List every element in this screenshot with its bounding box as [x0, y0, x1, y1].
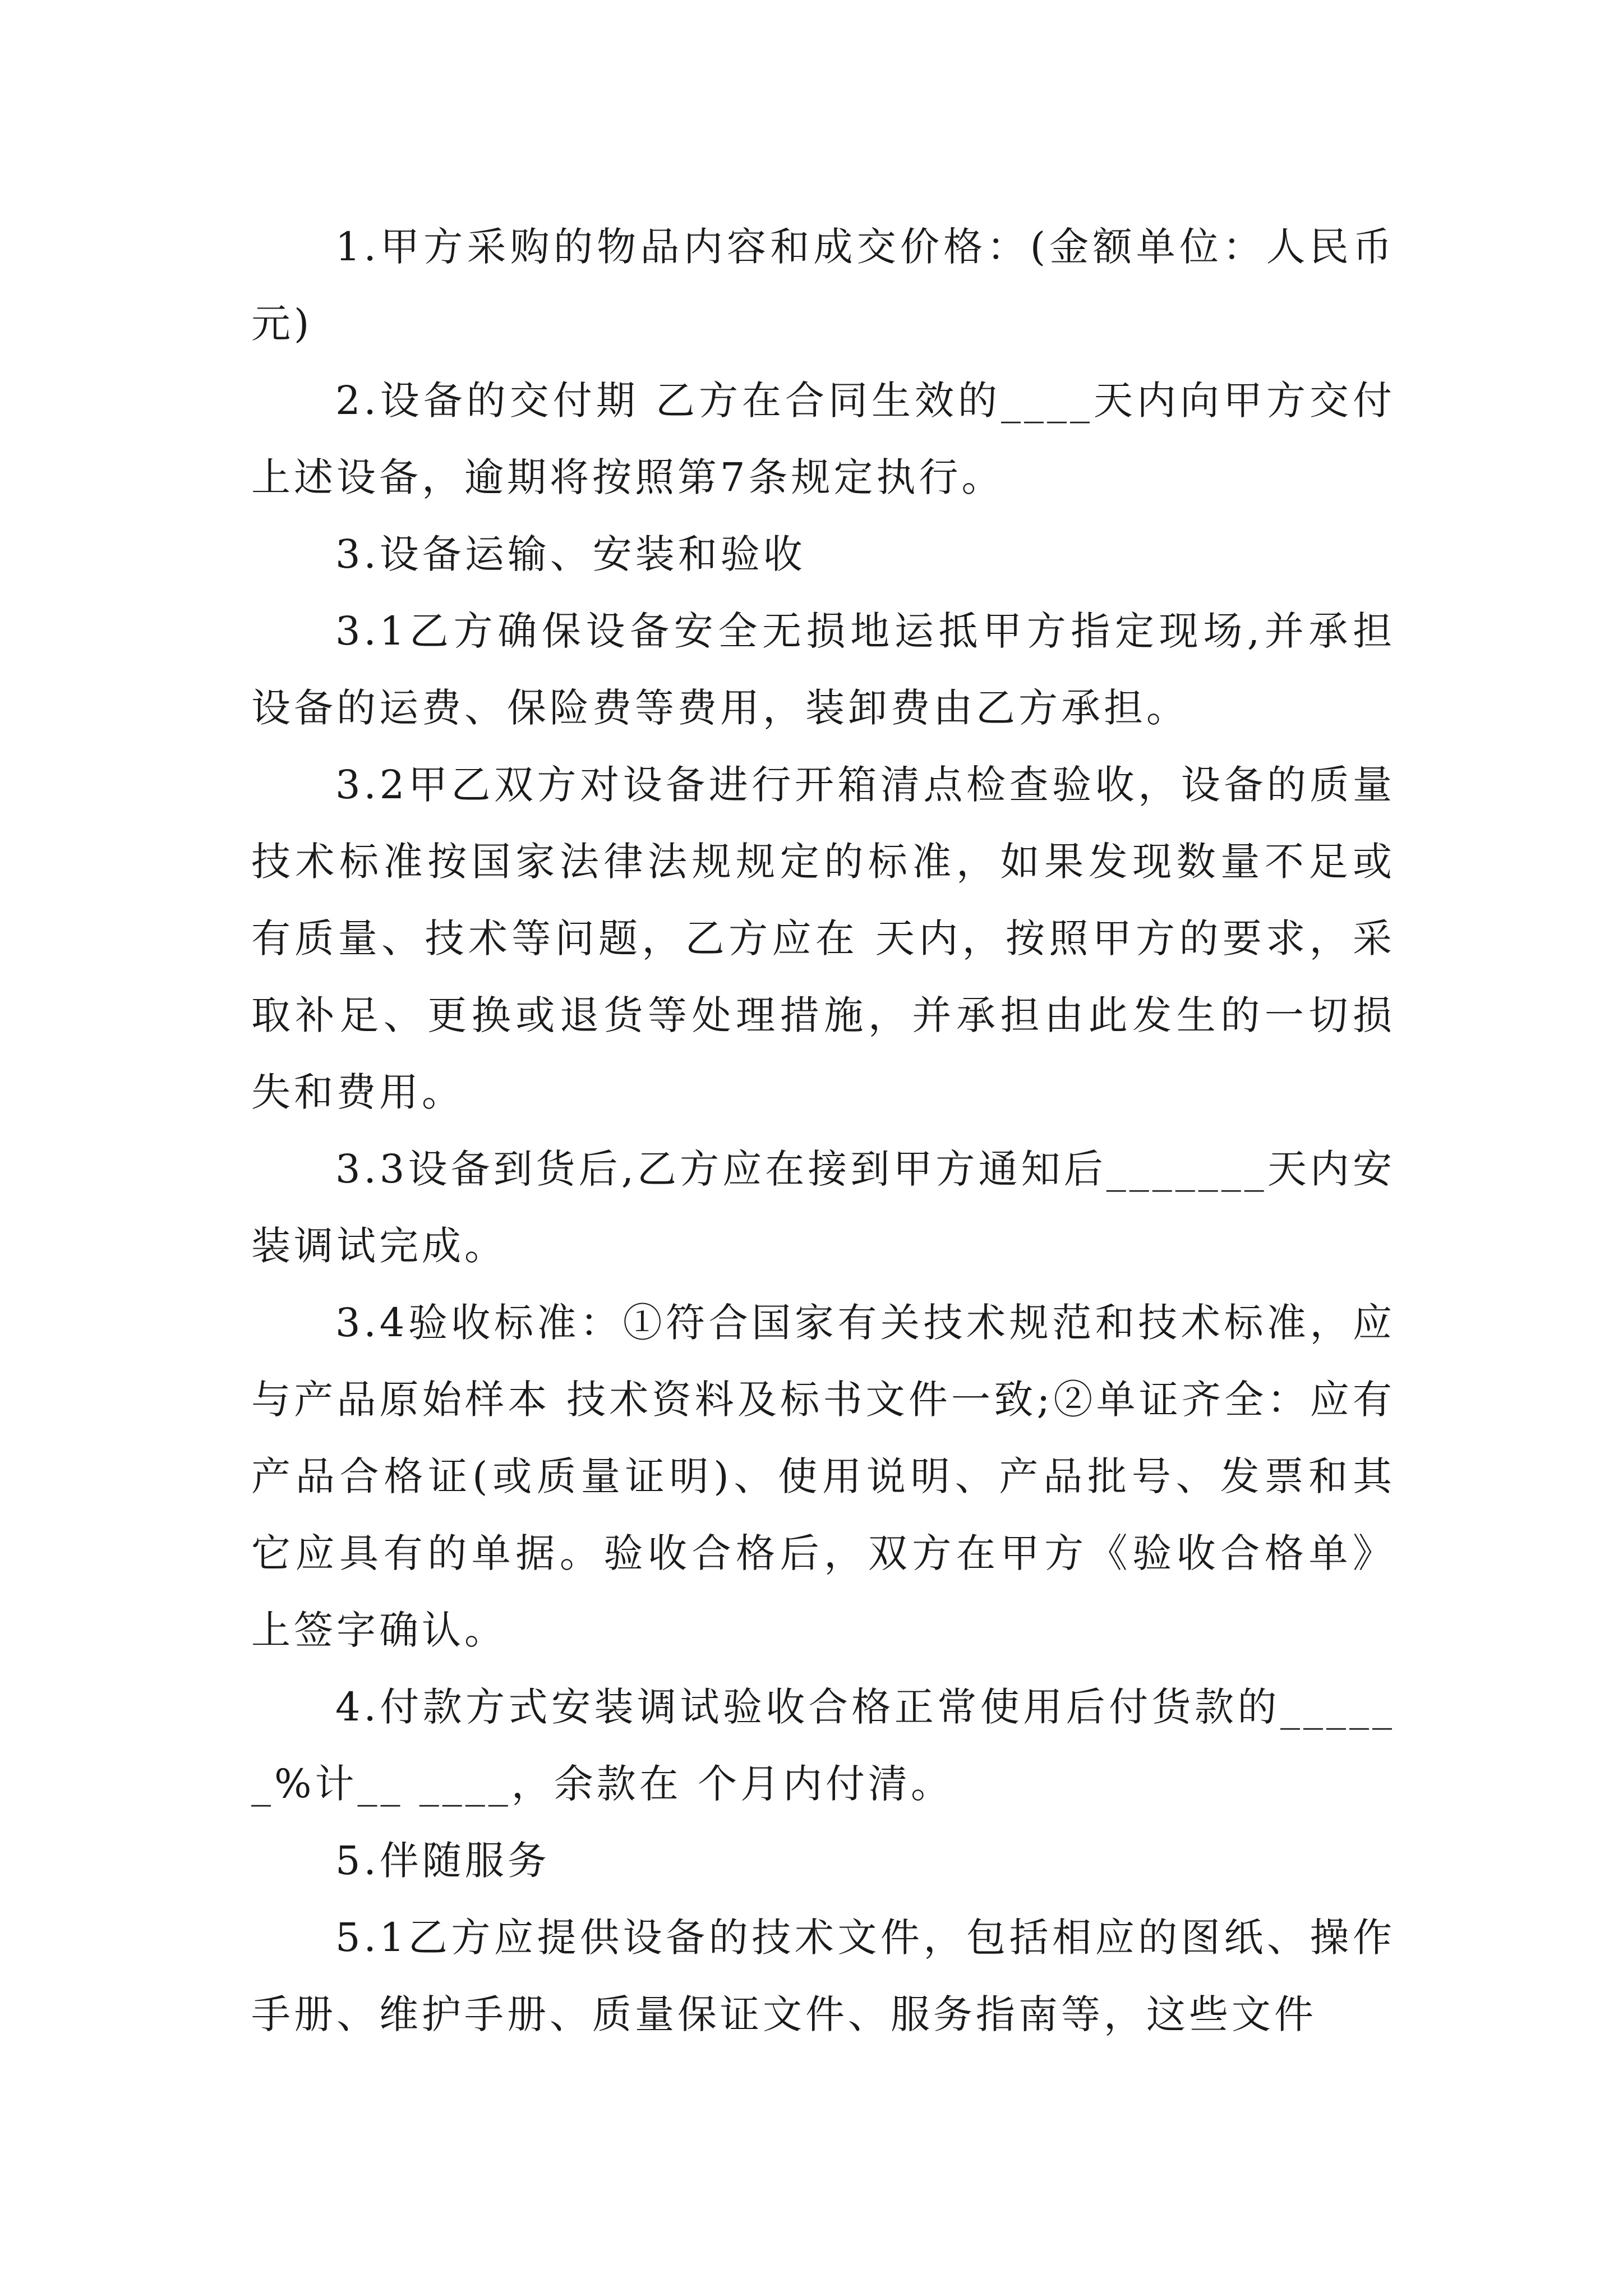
paragraph-1-purchase-items: 1.甲方采购的物品内容和成交价格：(金额单位：人民币元) — [251, 224, 1395, 347]
paragraph-3-4-acceptance-standard: 3.4验收标准：①符合国家有关技术规范和技术标准，应与产品原始样本 技术资料及标书文件一致;②单证齐全：应有产品合格证(或质量证明)、使用说明、产品批号、发票和其它应具有的单据。验收合格后，双方在甲方《验收合格单》上签字确认。 — [251, 1300, 1395, 1653]
paragraph-4-payment: 4.付款方式安装调试验收合格正常使用后付货款的______%计__ ____，余款在 个月内付清。 — [251, 1684, 1395, 1807]
paragraph-3-3-installation: 3.3设备到货后,乙方应在接到甲方通知后_______天内安装调试完成。 — [251, 1146, 1395, 1269]
paragraph-3-1-transport: 3.1乙方确保设备安全无损地运抵甲方指定现场,并承担设备的运费、保险费等费用，装卸费由乙方承担。 — [251, 608, 1395, 731]
paragraph-3-2-inspection: 3.2甲乙双方对设备进行开箱清点检查验收，设备的质量技术标准按国家法律法规规定的标准，如果发现数量不足或有质量、技术等问题，乙方应在 天内，按照甲方的要求，采取补足、更换或退货等处理措施，并承担由此发生的一切损失和费用。 — [251, 762, 1395, 1115]
document-body — [251, 209, 1395, 2053]
paragraph-2-delivery-period: 2.设备的交付期 乙方在合同生效的____天内向甲方交付上述设备，逾期将按照第7条规定执行。 — [251, 378, 1395, 500]
paragraph-3-transport-install-acceptance: 3.设备运输、安装和验收 — [335, 531, 806, 577]
paragraph-5-services: 5.伴随服务 — [335, 1838, 550, 1884]
paragraph-5-1-technical-docs: 5.1乙方应提供设备的技术文件，包括相应的图纸、操作手册、维护手册、质量保证文件、服务指南等，这些文件 — [251, 1915, 1395, 2037]
